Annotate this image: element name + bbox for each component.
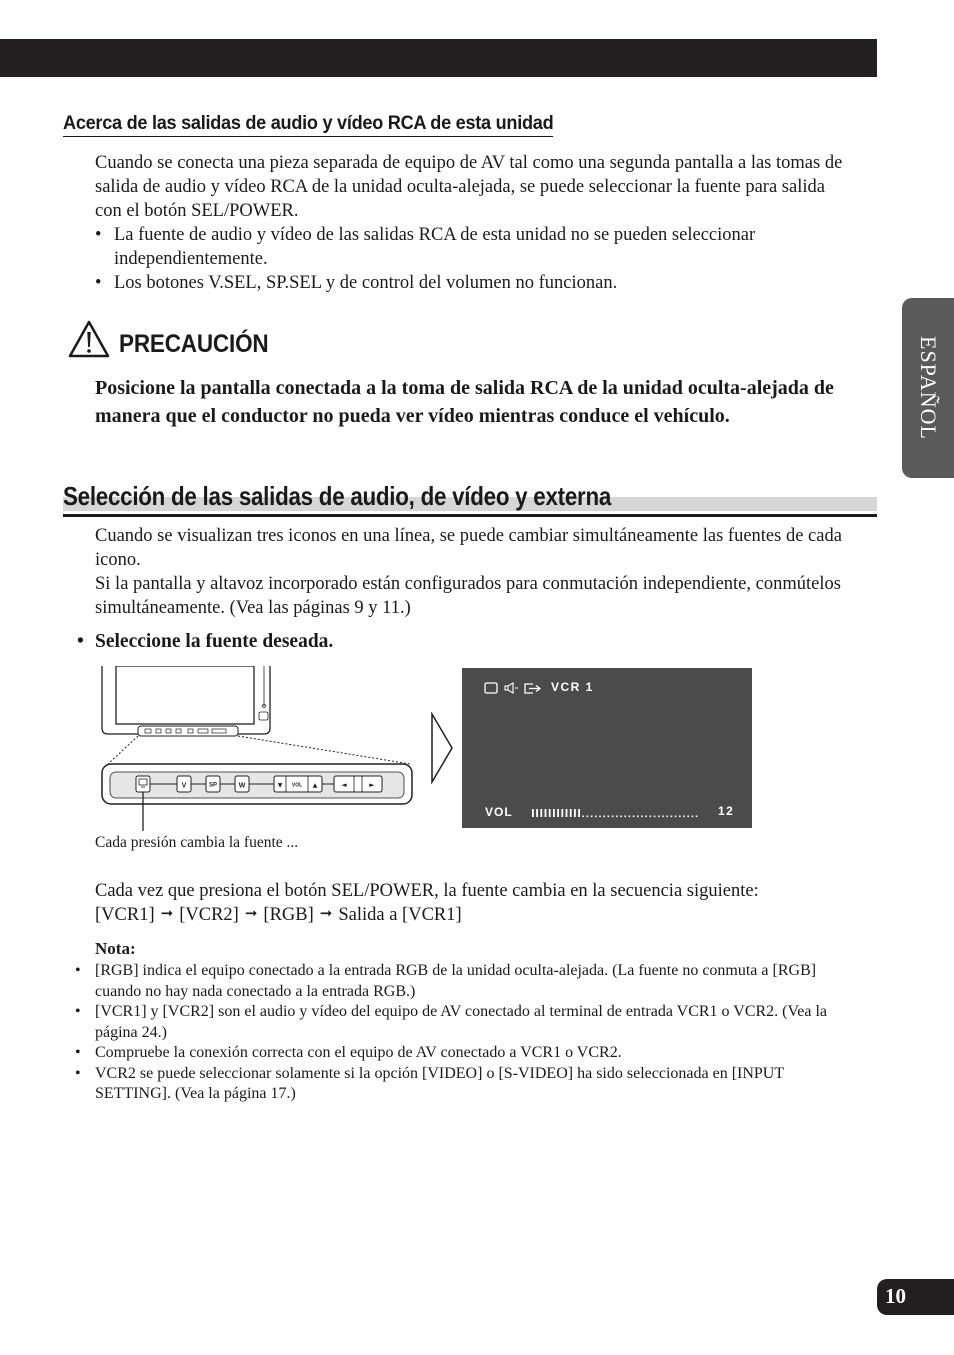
volume-segment-empty (645, 816, 647, 818)
volume-segment-empty (595, 816, 597, 818)
source-icons (483, 680, 547, 696)
volume-segment-empty (612, 816, 614, 818)
volume-segment-filled (549, 809, 551, 817)
note-item: • [RGB] indica el equipo conectado a la entrada RGB de la unidad oculta-alejada. (La fuente no conmuta a [RGB] cuando no hay nada conectado a la entrada RGB.) (75, 961, 855, 1002)
volume-label: VOL (485, 805, 513, 819)
left-arrow-icon: ◄ (341, 781, 347, 789)
source-label: VCR 1 (551, 680, 594, 694)
volume-segment-empty (679, 816, 681, 818)
section-body-rca-outputs (95, 151, 855, 295)
monitor-icon (485, 683, 497, 693)
monitor-screen (116, 666, 254, 724)
volume-segment-filled (578, 809, 580, 817)
navigation-buttons[interactable] (334, 776, 382, 792)
volume-segment-empty (654, 816, 656, 818)
right-arrow-icon: ► (369, 781, 375, 789)
volume-segment-empty (599, 816, 601, 818)
volume-segment-empty (692, 816, 694, 818)
volume-up-icon: ▲ (312, 782, 318, 789)
volume-segment-empty (650, 816, 652, 818)
volume-down-icon: ▼ (277, 782, 283, 789)
note-item: • Compruebe la conexión correcta con el equipo de AV conectado a VCR1 o VCR2. (75, 1043, 855, 1064)
volume-segment-empty (637, 816, 639, 818)
volume-segment-empty (683, 816, 685, 818)
page-number-tab (877, 1279, 954, 1315)
notes-list (95, 961, 855, 1105)
volume-segment-empty (620, 816, 622, 818)
volume-segment-empty (641, 816, 643, 818)
volume-bar (532, 808, 700, 818)
paragraph: Cuando se conecta una pieza separada de equipo de AV tal como una segunda pantalla a las tomas de salida de audio y vídeo RCA de la unidad oculta-alejada, se puede seleccionar la fuente para salida con el botón SEL/POWER. (95, 153, 843, 221)
note-item: • [VCR1] y [VCR2] son el audio y vídeo del equipo de AV conectado al terminal de entrada VCR1 o VCR2. (Vea la página 24.) (75, 1002, 855, 1043)
button-label: SP (208, 782, 218, 789)
volume-segment-empty (675, 816, 677, 818)
volume-segment-empty (603, 816, 605, 818)
volume-segment-filled (570, 809, 572, 817)
volume-segment-filled (545, 809, 547, 817)
sequence-item: Salida a [VCR1] (338, 905, 462, 925)
step-bullet: • (77, 631, 84, 652)
volume-segment-empty (658, 816, 660, 818)
volume-segment-empty (616, 816, 618, 818)
volume-segment-filled (553, 809, 555, 817)
wide-button[interactable] (235, 776, 249, 792)
sequence-description (95, 879, 875, 928)
button-label: V (181, 782, 187, 790)
page-number: 10 (885, 1284, 906, 1308)
section-heading-output-selection: Selección de las salidas de audio, de vídeo y externa (63, 481, 612, 511)
step-instruction (77, 631, 333, 653)
section-heading-rca-outputs: Acerca de las salidas de audio y vídeo RCA de esta unidad (63, 112, 553, 137)
volume-segment-empty (696, 816, 698, 818)
sequence-item: [RGB] (263, 905, 314, 925)
sequence-intro: Cada vez que presiona el botón SEL/POWER, la fuente cambia en la secuencia siguiente: (95, 881, 759, 901)
step-text: Seleccione la fuente deseada. (95, 631, 334, 652)
sel-power-button[interactable] (136, 776, 150, 792)
language-tab-label: ESPAÑOL (916, 336, 941, 440)
caution-text: Posicione la pantalla conectada a la toma de salida RCA de la unidad oculta-alejada de manera que el conductor no pueda ver vídeo mientras conduce el vehículo. (95, 377, 834, 427)
volume-segment-empty (582, 816, 584, 818)
sp-sel-button[interactable] (206, 776, 220, 792)
volume-segment-empty (666, 816, 668, 818)
note-item: • VCR2 se puede seleccionar solamente si la opción [VIDEO] o [S-VIDEO] ha sido seleccionada en [INPUT SETTING]. (Vea la página 17.) (75, 1064, 855, 1105)
volume-segment-filled (540, 809, 542, 817)
bullet-item: • La fuente de audio y vídeo de las salidas RCA de esta unidad no se pueden seleccionar independientemente. (95, 223, 855, 271)
notes-title: Nota: (95, 939, 136, 958)
header-bar (0, 39, 877, 77)
volume-segment-empty (633, 816, 635, 818)
section-body-output-selection (95, 524, 855, 620)
warning-triangle-icon (68, 320, 110, 358)
caution-title: PRECAUCIÓN (119, 330, 269, 358)
volume-segment-empty (671, 816, 673, 818)
sequence-item: [VCR2] (179, 905, 239, 925)
transition-arrow-icon (430, 712, 454, 784)
volume-segment-empty (624, 816, 626, 818)
volume-segment-filled (566, 809, 568, 817)
volume-segment-filled (536, 809, 538, 817)
volume-value: 12 (718, 804, 735, 818)
volume-control[interactable] (274, 776, 322, 792)
volume-segment-filled (557, 809, 559, 817)
button-label: VOL (291, 782, 303, 789)
paragraph: Si la pantalla y altavoz incorporado están configurados para conmutación independiente, conmútelos simultáneamente. (Vea las páginas 9 y 11.) (95, 574, 841, 618)
volume-segment-empty (608, 816, 610, 818)
volume-segment-empty (662, 816, 664, 818)
volume-segment-filled (574, 809, 576, 817)
sequence-arrow-icon: ➞ (160, 906, 174, 922)
language-tab (902, 298, 954, 478)
bullet-item: • Los botones V.SEL, SP.SEL y de control del volumen no funcionan. (95, 271, 855, 295)
sequence-item: [VCR1] (95, 905, 155, 925)
volume-segment-empty (629, 816, 631, 818)
paragraph: Cuando se visualizan tres iconos en una línea, se puede cambiar simultáneamente las fuentes de cada icono. (95, 526, 842, 570)
volume-segment-filled (561, 809, 563, 817)
v-sel-button[interactable] (177, 776, 191, 792)
button-label: W (238, 782, 246, 790)
volume-segment-filled (532, 809, 534, 817)
volume-segment-empty (587, 816, 589, 818)
section-heading-rule (63, 514, 877, 517)
sequence-arrow-icon: ➞ (319, 906, 333, 922)
volume-segment-empty (591, 816, 593, 818)
sequence-arrow-icon: ➞ (244, 906, 258, 922)
output-icon (525, 684, 540, 693)
volume-segment-empty (687, 816, 689, 818)
unit-illustration (98, 666, 418, 834)
display-screen (462, 668, 752, 828)
sequence-line (95, 903, 875, 928)
illustration-caption: Cada presión cambia la fuente ... (95, 834, 299, 851)
speaker-icon (505, 683, 518, 693)
